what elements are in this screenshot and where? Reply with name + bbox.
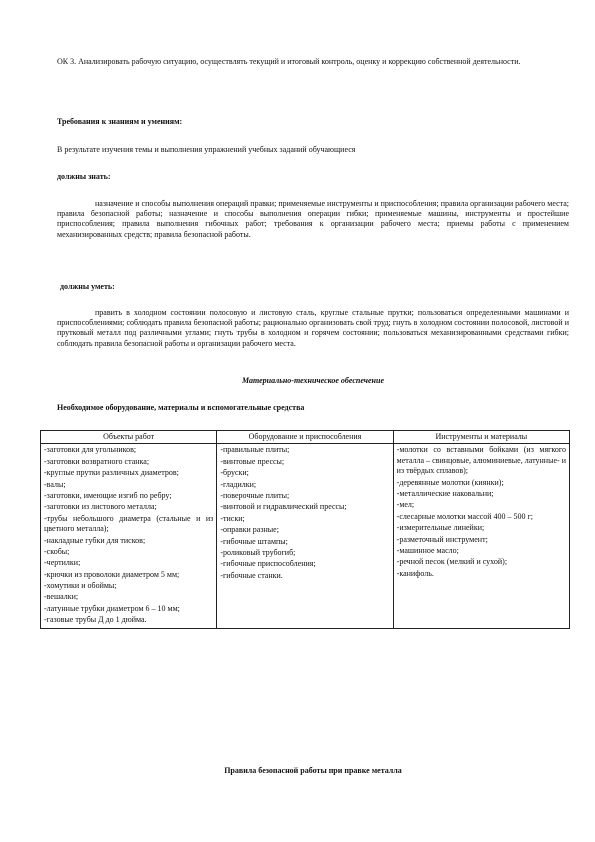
tools-column [393,444,569,628]
objects-list [44,445,213,625]
know-heading: должны знать: [57,172,111,181]
ok3-paragraph: ОК 3. Анализировать рабочую ситуацию, осуществлять текущий и итоговый контроль, оценку и коррекцию собственной деятельности. [57,57,521,66]
list-item: -накладные губки для тисков; [44,535,146,545]
material-heading: Материально-техническое обеспечение [241,376,384,385]
list-item: -хомутики и обоймы; [44,581,117,591]
list-item: -тиски; [220,513,245,523]
tools-list [397,445,566,579]
list-item: -винтовые прессы; [220,456,285,466]
table-header-cell: Оборудование и приспособления [217,431,393,444]
list-item: -правильные плиты; [220,445,290,455]
list-item: -гибочные штампы; [220,536,288,546]
list-item: -гибочные приспособления; [220,559,316,569]
list-item: -гибочные станки. [220,570,283,580]
list-item: -гладилки; [220,479,257,489]
list-item: -мел; [396,500,415,510]
intro-paragraph: В результате изучения темы и выполнения упражнений учебных заданий обучающиеся [57,145,356,154]
list-item: -чертилки; [44,558,81,568]
table-header-row [41,431,570,444]
requirements-heading: Требования к знаниям и умениям: [57,117,183,126]
list-item: -валы; [44,479,66,489]
safety-heading: Правила безопасной работы при правке металла [224,766,402,775]
objects-column [41,444,217,628]
list-item: -латунные трубки диаметром 6 – 10 мм; [44,603,180,613]
equipment-column [217,444,393,628]
list-item: -роликовый трубогиб; [220,547,296,557]
list-item: -деревянные молотки (киянки); [396,477,504,487]
know-paragraph: назначение и способы выполнения операций правки; применяемые инструменты и приспособления; правила организации рабочего места; правила безопасной работы; назначение и способы выполнения операции гибки; применяемые машины, инструменты и простейшие приспособления; правила выполнения гибочных работ; требования к организации рабочего места; приемы работы с применением механизированных средств; правила безопасной работы. [57,199,569,239]
list-item: -измерительные линейки; [396,523,485,533]
can-heading: должны уметь: [60,282,115,291]
table-header-cell: Инструменты и материалы [393,431,569,444]
list-item: -винтовой и гидравлический прессы; [220,502,347,512]
list-item: -заготовки возвратного станка; [44,456,150,466]
list-item: -оправки разные; [220,525,279,535]
list-item: -крючки из проволоки диаметром 5 мм; [44,569,180,579]
list-item: -разметочный инструмент; [396,534,488,544]
equipment-heading: Необходимое оборудование, материалы и вспомогательные средства [57,403,305,412]
list-item: -заготовки из листового металла; [44,502,157,512]
list-item: -поверочные плиты; [220,490,290,500]
list-item: -молотки со вставными бойками (из мягкого металла – свинцовые, алюминиевые, латунные- и из твёрдых сплавов); [396,445,566,476]
list-item: -слесарные молотки массой 400 – 500 г; [396,511,533,521]
list-item: -круглые прутки различных диаметров; [44,468,179,478]
table-header-cell: Объекты работ [41,431,217,444]
list-item: -металлические наковальни; [396,488,494,498]
list-item: -речной песок (мелкий и сухой); [396,557,508,567]
list-item: -машинное масло; [396,545,459,555]
list-item: -газовые трубы Д до 1 дюйма. [44,615,147,625]
equipment-list [220,445,389,581]
list-item: -скобы; [44,546,70,556]
list-item: -заготовки, имеющие изгиб по ребру; [44,490,172,500]
equipment-table [40,430,570,629]
list-item: -бруски; [220,468,249,478]
list-item: -заготовки для угольников; [44,445,137,455]
list-item: -вешалки; [44,592,79,602]
can-paragraph: править в холодном состоянии полосовую и листовую сталь, круглые стальные прутки; пользоваться определенными машинами и приспособлениями; соблюдать правила безопасной работы; рационально организовать свой труд; гнуть в холодном состоянии полосовой, листовой и прутковый металл под различными углами; гнуть трубы в холодном и горячем состоянии; пользоваться механизированными средствами гибки; соблюдать правила безопасной работы и организации рабочего места. [57,308,569,348]
list-item: -канифоль. [396,568,434,578]
list-item: -трубы небольшого диаметра (стальные и из цветного металла); [44,513,214,534]
table-row [41,444,570,628]
